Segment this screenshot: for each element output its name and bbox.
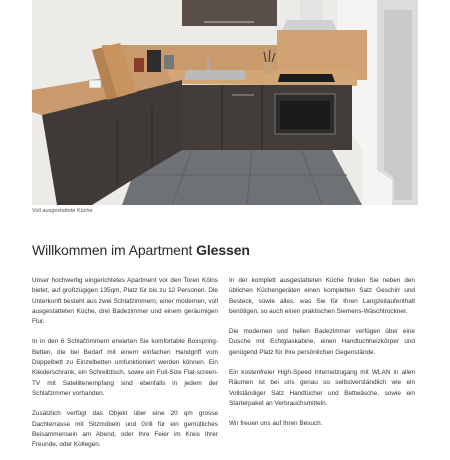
paragraph: In in den 6 Schlafzimmern erwarten Sie komfortable Boxspring-Betten, die bei Bedarf mit einem einfachen Handgriff vom Doppelbett zu Einzelbetten umfunktioniert werden können. Ein Kleiderschrank, ein Schreibtisch, sowie ein Full-Size Flat-screen-TV mit Satellitenempfang sind ebenfalls in jedem der Schlafzimmer vorhanden.	[32, 338, 218, 397]
title-regular: Willkommen im Apartment	[32, 242, 193, 258]
paragraph: Unser hochwertig eingerichtetes Apartment vor den Toren Kölns bietet, auf großzügigen 135qm, Platz für bis zu 12 Personen. Die Unterkunft besteht aus zwei Schlafzimmern, einer modernen, voll ausgestatteten Küche, drei Badezimmer und einem geräumigen Flur.	[32, 277, 218, 326]
paragraph: Die modernen und hellen Badezimmer verfügen über eine Dusche mit Echtglaskabine, einen Handtuchheizkörper und genügend Platz für Ihre persönlichen Gegenstände.	[229, 328, 415, 356]
photo-caption: Voll ausgestattete Küche	[32, 208, 93, 214]
right-column	[229, 276, 415, 440]
left-column	[32, 276, 218, 460]
title-bold: Glessen	[196, 242, 250, 258]
page-title	[32, 242, 250, 258]
paragraph: In der komplett ausgestatteten Küche finden Sie neben den üblichen Küchengeräten einen kompletten Satz Geschirr und Besteck, sowie alles, was Sie für Ihren Langzeitaufenthalt benötigen, so auch einen praktischen Siemens-Waschtrockner.	[229, 277, 415, 315]
kitchen-photo	[32, 0, 418, 205]
paragraph: Wir freuen uns auf Ihren Besuch.	[229, 420, 323, 428]
paragraph: Zusätzlich verfügt das Objekt über eine 20 qm grosse Dachterrasse mit Sitzmöbeln und Grill für ein gemütliches Beisammensein am Abend, oder Ihre Feier im Kreis Ihrer Freunde, oder Kollegen.	[32, 410, 218, 449]
paragraph: Ein kostenfreier High-Speed Internetzugang mit WLAN in allen Räumen ist bei uns genau so selbstverständlich wie ein Vollständiger Satz Handtücher und Bettwäsche, sowie ein Starterpaket an Verbrauchsmitteln.	[229, 369, 415, 407]
